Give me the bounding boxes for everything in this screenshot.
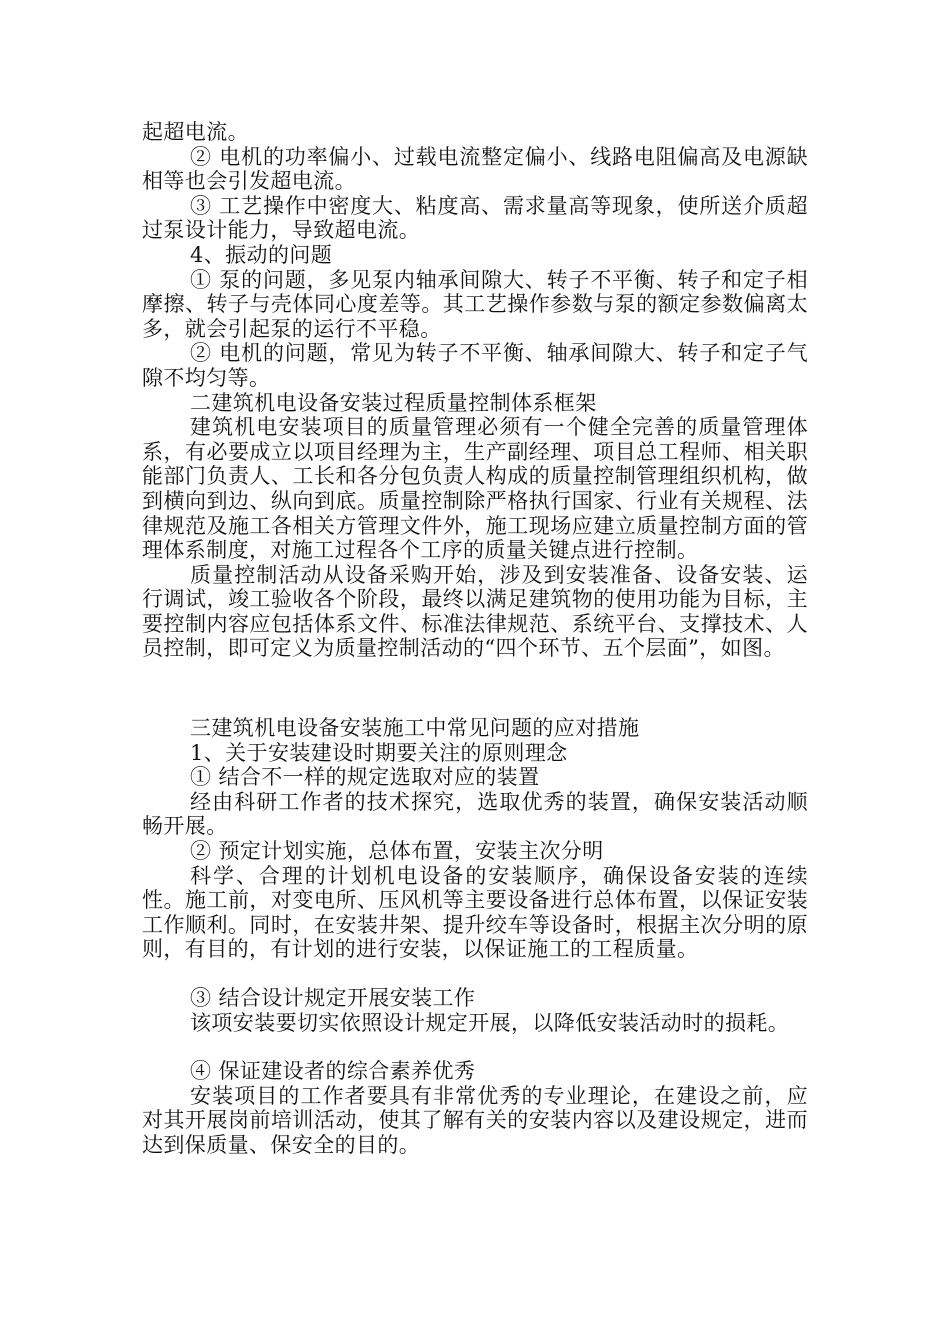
blank-space: [142, 1035, 808, 1059]
item-select-device: ① 结合不一样的规定选取对应的装置: [190, 765, 540, 790]
paragraph-plan-layout: 科学、合理的计划机电设备的安装顺序，确保设备安装的连续性。施工前，对变电所、压风机等主要设备进行总体布置，以保证安装工作顺利。同时，在安装井架、提升绞车等设备时，根据主次分明的原则，有目的，有计划的进行安装，以保证施工的工程质量。: [142, 863, 808, 962]
paragraph-quality-activity: 质量控制活动从设备采购开始，涉及到安装准备、设备安装、运行调试，竣工验收各个阶段，最终以满足建筑物的使用功能为目标，主要控制内容应包括体系文件、标准法律规范、系统平台、支撑技术、人员控制，即可定义为质量控制活动的“四个环节、五个层面”，如图。: [142, 562, 808, 661]
paragraph-quality-system: 建筑机电安装项目的质量管理必须有一个健全完善的质量管理体系，有必要成立以项目经理为主，生产副经理、项目总工程师、相关职能部门负责人、工长和各分包负责人构成的质量控制管理组织机构，做到横向到边、纵向到底。质量控制除严格执行国家、行业有关规程、法律规范及施工各相关方管理文件外，施工现场应建立质量控制方面的管理体系制度，对施工过程各个工序的质量关键点进行控制。: [142, 415, 808, 563]
paragraph-motor-overcurrent: ② 电机的功率偏小、过载电流整定偏小、线路电阻偏高及电源缺相等也会引发超电流。: [142, 144, 808, 194]
heading-vibration: 4、振动的问题: [190, 242, 333, 267]
item-design-rules: ③ 结合设计规定开展安装工作: [190, 986, 476, 1010]
document-page: [142, 120, 808, 1158]
heading-principles: 1、关于安装建设时期要关注的原则理念: [190, 740, 568, 765]
paragraph-builder-quality: 安装项目的工作者要具有非常优秀的专业理论，在建设之前，应对其开展岗前培训活动，使其了解有关的安装内容以及建设规定，进而达到保质量、保安全的目的。: [142, 1083, 808, 1157]
blank-space: [142, 661, 808, 716]
heading-section-three: 三建筑机电设备安装施工中常见问题的应对措施: [190, 716, 640, 741]
paragraph-pump-vibration: ① 泵的问题，多见泵内轴承间隙大、转子不平衡、转子和定子相摩擦、转子与壳体同心度差等。其工艺操作参数与泵的额定参数偏离太多，就会引起泵的运行不平稳。: [142, 267, 808, 341]
item-builder-quality: ④ 保证建设者的综合素养优秀: [190, 1059, 476, 1084]
paragraph-process-overcurrent: ③ 工艺操作中密度大、粘度高、需求量高等现象，使所送介质超过泵设计能力，导致超电流。: [142, 193, 808, 243]
paragraph-motor-vibration: ② 电机的问题，常见为转子不平衡、轴承间隙大、转子和定子气隙不均匀等。: [142, 341, 808, 390]
item-plan-layout: ② 预定计划实施，总体布置，安装主次分明: [190, 839, 604, 864]
blank-space: [142, 962, 808, 986]
heading-section-two: 二建筑机电设备安装过程质量控制体系框架: [190, 390, 597, 415]
paragraph-select-device: 经由科研工作者的技术探究，选取优秀的装置，确保安装活动顺畅开展。: [142, 789, 808, 839]
paragraph-design-rules: 该项安装要切实依照设计规定开展，以降低安装活动时的损耗。: [190, 1010, 790, 1035]
paragraph-continuation: 起超电流。: [142, 120, 249, 144]
